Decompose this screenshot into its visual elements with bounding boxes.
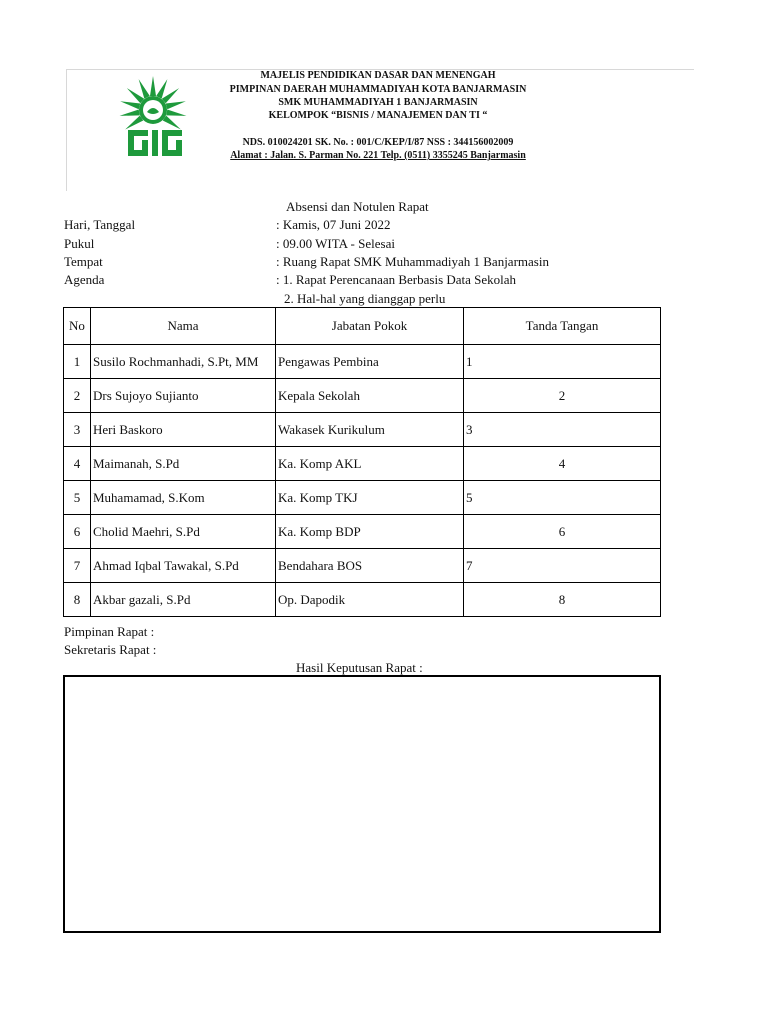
tempat-label: Tempat bbox=[64, 254, 103, 269]
row-nama: Susilo Rochmanhadi, S.Pt, MM bbox=[91, 345, 276, 379]
hasil-keputusan-title: Hasil Keputusan Rapat : bbox=[296, 660, 423, 675]
row-nama: Heri Baskoro bbox=[91, 413, 276, 447]
row-jabatan: Ka. Komp BDP bbox=[276, 515, 464, 549]
row-signature: 3 bbox=[464, 413, 661, 447]
row-jabatan: Kepala Sekolah bbox=[276, 379, 464, 413]
table-row bbox=[64, 413, 661, 447]
table-row bbox=[64, 447, 661, 481]
row-signature: 6 bbox=[464, 515, 661, 549]
header-jabatan: Jabatan Pokok bbox=[276, 308, 464, 345]
table-row bbox=[64, 345, 661, 379]
row-signature: 7 bbox=[464, 549, 661, 583]
pimpinan-rapat-label: Pimpinan Rapat : bbox=[64, 624, 155, 639]
hari-tanggal-label: Hari, Tanggal bbox=[64, 217, 136, 232]
muhammadiyah-logo bbox=[118, 74, 188, 160]
letterhead-line-1: MAJELIS PENDIDIKAN DASAR DAN MENENGAH bbox=[260, 70, 496, 81]
table-row bbox=[64, 481, 661, 515]
row-no: 7 bbox=[64, 549, 91, 583]
agenda-label: Agenda bbox=[64, 272, 105, 287]
row-no: 5 bbox=[64, 481, 91, 515]
row-signature: 4 bbox=[464, 447, 661, 481]
row-jabatan: Ka. Komp AKL bbox=[276, 447, 464, 481]
letterhead-line-4: KELOMPOK “BISNIS / MANAJEMEN DAN TI “ bbox=[268, 110, 488, 121]
row-nama: Ahmad Iqbal Tawakal, S.Pd bbox=[91, 549, 276, 583]
row-jabatan: Ka. Komp TKJ bbox=[276, 481, 464, 515]
row-signature: 8 bbox=[464, 583, 661, 617]
table-row bbox=[64, 549, 661, 583]
pukul-label: Pukul bbox=[64, 236, 95, 251]
agenda-item-2: 2. Hal-hal yang dianggap perlu bbox=[284, 291, 446, 306]
row-jabatan: Pengawas Pembina bbox=[276, 345, 464, 379]
letterhead-nds-line: NDS. 010024201 SK. No. : 001/C/KEP/I/87 NSS : 344156002009 bbox=[242, 137, 514, 148]
header-no: No bbox=[64, 308, 91, 345]
row-nama: Akbar gazali, S.Pd bbox=[91, 583, 276, 617]
row-no: 3 bbox=[64, 413, 91, 447]
letterhead-line-3: SMK MUHAMMADIYAH 1 BANJARMASIN bbox=[278, 97, 478, 108]
letterhead-left-rule bbox=[66, 69, 67, 191]
row-nama: Maimanah, S.Pd bbox=[91, 447, 276, 481]
row-jabatan: Op. Dapodik bbox=[276, 583, 464, 617]
letterhead-address-line: Alamat : Jalan. S. Parman No. 221 Telp. (0511) 3355245 Banjarmasin bbox=[230, 150, 526, 161]
header-nama: Nama bbox=[91, 308, 276, 345]
row-no: 6 bbox=[64, 515, 91, 549]
row-no: 2 bbox=[64, 379, 91, 413]
document-title: Absensi dan Notulen Rapat bbox=[286, 199, 429, 214]
hasil-keputusan-box bbox=[63, 675, 661, 933]
attendance-table bbox=[63, 307, 661, 617]
row-nama: Muhamamad, S.Kom bbox=[91, 481, 276, 515]
table-row bbox=[64, 583, 661, 617]
row-jabatan: Wakasek Kurikulum bbox=[276, 413, 464, 447]
agenda-item-1: : 1. Rapat Perencanaan Berbasis Data Sekolah bbox=[276, 272, 517, 287]
table-row bbox=[64, 515, 661, 549]
row-jabatan: Bendahara BOS bbox=[276, 549, 464, 583]
row-no: 8 bbox=[64, 583, 91, 617]
row-no: 4 bbox=[64, 447, 91, 481]
tempat-value: : Ruang Rapat SMK Muhammadiyah 1 Banjarmasin bbox=[276, 254, 549, 269]
row-signature: 1 bbox=[464, 345, 661, 379]
table-row bbox=[64, 379, 661, 413]
letterhead-line-2: PIMPINAN DAERAH MUHAMMADIYAH KOTA BANJARMASIN bbox=[229, 84, 527, 95]
pukul-value: : 09.00 WITA - Selesai bbox=[276, 236, 395, 251]
sekretaris-rapat-label: Sekretaris Rapat : bbox=[64, 642, 157, 657]
hari-tanggal-value: : Kamis, 07 Juni 2022 bbox=[276, 217, 391, 232]
row-no: 1 bbox=[64, 345, 91, 379]
row-signature: 5 bbox=[464, 481, 661, 515]
row-signature: 2 bbox=[464, 379, 661, 413]
row-nama: Drs Sujoyo Sujianto bbox=[91, 379, 276, 413]
table-header-row bbox=[64, 308, 661, 345]
row-nama: Cholid Maehri, S.Pd bbox=[91, 515, 276, 549]
header-tanda-tangan: Tanda Tangan bbox=[464, 308, 661, 345]
